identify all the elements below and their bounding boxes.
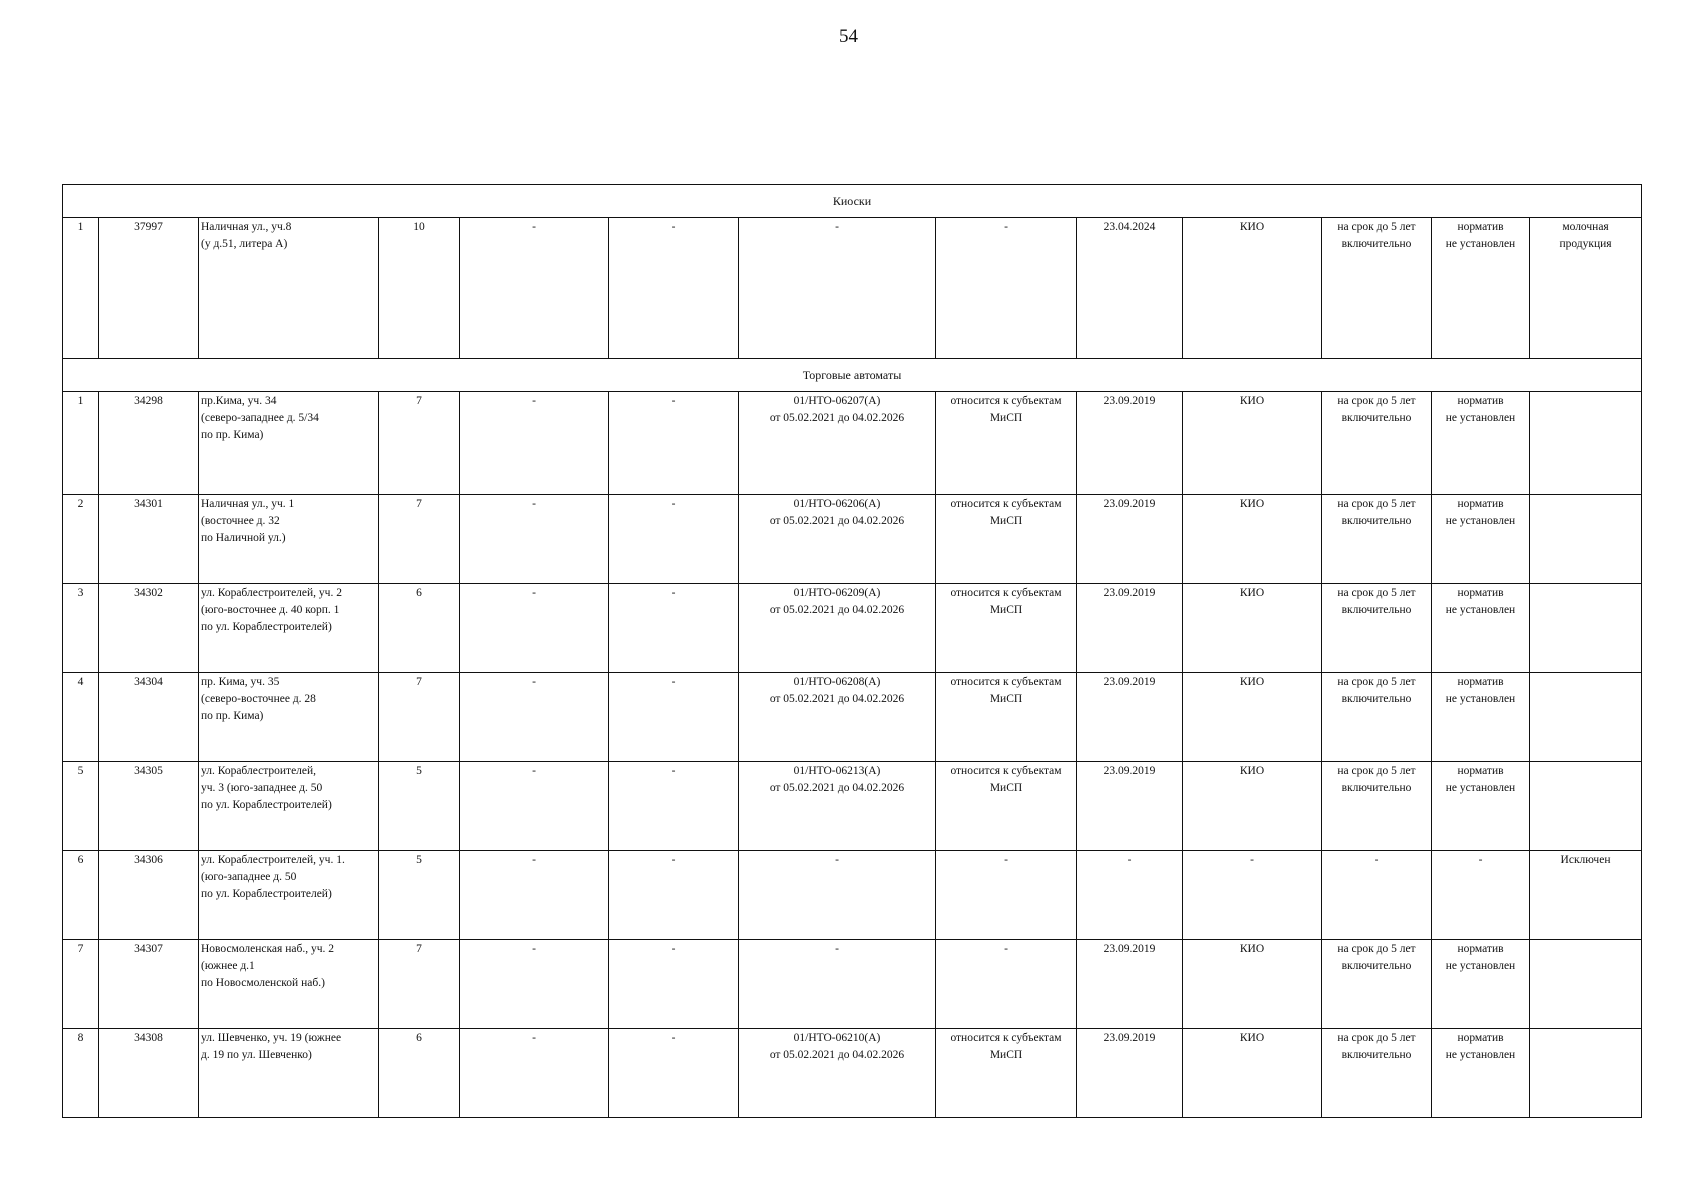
table-row	[63, 940, 1642, 1029]
note-cell: Исключен	[1530, 851, 1642, 940]
area-cell: 7	[379, 495, 460, 584]
contract-cell: -	[739, 218, 936, 359]
page-number: 54	[839, 26, 858, 47]
row-number-cell: 7	[63, 940, 99, 1029]
column-6-cell: -	[609, 584, 739, 673]
norm-cell: норматив не установлен	[1432, 673, 1530, 762]
note-cell	[1530, 584, 1642, 673]
date-cell: 23.09.2019	[1077, 1029, 1183, 1118]
norm-cell: норматив не установлен	[1432, 495, 1530, 584]
smp-status-cell: относится к субъектам МиСП	[936, 762, 1077, 851]
contract-cell: 01/НТО-06207(А) от 05.02.2021 до 04.02.2026	[739, 392, 936, 495]
note-cell	[1530, 762, 1642, 851]
column-5-cell: -	[460, 1029, 609, 1118]
object-id-cell: 34307	[99, 940, 199, 1029]
object-id-cell: 34301	[99, 495, 199, 584]
contract-cell: -	[739, 940, 936, 1029]
organization-cell: КИО	[1183, 1029, 1322, 1118]
date-cell: 23.09.2019	[1077, 762, 1183, 851]
column-5-cell: -	[460, 392, 609, 495]
table-row	[63, 392, 1642, 495]
column-5-cell: -	[460, 851, 609, 940]
table-row	[63, 495, 1642, 584]
column-6-cell: -	[609, 762, 739, 851]
address-cell: ул. Кораблестроителей, уч. 2 (юго-восточнее д. 40 корп. 1 по ул. Кораблестроителей)	[199, 584, 379, 673]
organization-cell: КИО	[1183, 584, 1322, 673]
term-cell: на срок до 5 лет включительно	[1322, 762, 1432, 851]
column-6-cell: -	[609, 1029, 739, 1118]
column-5-cell: -	[460, 495, 609, 584]
term-cell: на срок до 5 лет включительно	[1322, 495, 1432, 584]
note-cell	[1530, 673, 1642, 762]
contract-cell: 01/НТО-06210(А) от 05.02.2021 до 04.02.2026	[739, 1029, 936, 1118]
row-number-cell: 2	[63, 495, 99, 584]
note-cell	[1530, 392, 1642, 495]
section-title: Торговые автоматы	[63, 359, 1642, 392]
address-cell: пр. Кима, уч. 35 (северо-восточнее д. 28 по пр. Кима)	[199, 673, 379, 762]
section-header-row	[63, 359, 1642, 392]
smp-status-cell: относится к субъектам МиСП	[936, 1029, 1077, 1118]
column-5-cell: -	[460, 940, 609, 1029]
norm-cell: -	[1432, 851, 1530, 940]
table-row	[63, 218, 1642, 359]
contract-cell: 01/НТО-06208(А) от 05.02.2021 до 04.02.2026	[739, 673, 936, 762]
contract-cell: -	[739, 851, 936, 940]
term-cell: -	[1322, 851, 1432, 940]
table-row	[63, 762, 1642, 851]
note-cell	[1530, 495, 1642, 584]
area-cell: 7	[379, 940, 460, 1029]
address-cell: Наличная ул., уч. 1 (восточнее д. 32 по Наличной ул.)	[199, 495, 379, 584]
row-number-cell: 8	[63, 1029, 99, 1118]
organization-cell: КИО	[1183, 392, 1322, 495]
area-cell: 10	[379, 218, 460, 359]
date-cell: -	[1077, 851, 1183, 940]
note-cell: молочная продукция	[1530, 218, 1642, 359]
term-cell: на срок до 5 лет включительно	[1322, 1029, 1432, 1118]
organization-cell: КИО	[1183, 940, 1322, 1029]
address-cell: Новосмоленская наб., уч. 2 (южнее д.1 по Новосмоленской наб.)	[199, 940, 379, 1029]
row-number-cell: 3	[63, 584, 99, 673]
note-cell	[1530, 1029, 1642, 1118]
organization-cell: КИО	[1183, 673, 1322, 762]
column-5-cell: -	[460, 218, 609, 359]
smp-status-cell: относится к субъектам МиСП	[936, 673, 1077, 762]
object-id-cell: 34305	[99, 762, 199, 851]
registry-table	[62, 184, 1642, 1118]
date-cell: 23.09.2019	[1077, 673, 1183, 762]
norm-cell: норматив не установлен	[1432, 584, 1530, 673]
contract-cell: 01/НТО-06209(А) от 05.02.2021 до 04.02.2026	[739, 584, 936, 673]
address-cell: ул. Шевченко, уч. 19 (южнее д. 19 по ул. Шевченко)	[199, 1029, 379, 1118]
object-id-cell: 34298	[99, 392, 199, 495]
address-cell: Наличная ул., уч.8 (у д.51, литера А)	[199, 218, 379, 359]
smp-status-cell: -	[936, 218, 1077, 359]
address-cell: ул. Кораблестроителей, уч. 3 (юго-западнее д. 50 по ул. Кораблестроителей)	[199, 762, 379, 851]
column-6-cell: -	[609, 940, 739, 1029]
row-number-cell: 6	[63, 851, 99, 940]
contract-cell: 01/НТО-06206(А) от 05.02.2021 до 04.02.2026	[739, 495, 936, 584]
norm-cell: норматив не установлен	[1432, 218, 1530, 359]
smp-status-cell: относится к субъектам МиСП	[936, 392, 1077, 495]
object-id-cell: 34306	[99, 851, 199, 940]
column-6-cell: -	[609, 392, 739, 495]
term-cell: на срок до 5 лет включительно	[1322, 940, 1432, 1029]
object-id-cell: 34304	[99, 673, 199, 762]
table-row	[63, 851, 1642, 940]
date-cell: 23.04.2024	[1077, 218, 1183, 359]
row-number-cell: 1	[63, 392, 99, 495]
column-6-cell: -	[609, 673, 739, 762]
norm-cell: норматив не установлен	[1432, 762, 1530, 851]
column-5-cell: -	[460, 673, 609, 762]
area-cell: 6	[379, 1029, 460, 1118]
organization-cell: -	[1183, 851, 1322, 940]
smp-status-cell: -	[936, 851, 1077, 940]
organization-cell: КИО	[1183, 495, 1322, 584]
address-cell: ул. Кораблестроителей, уч. 1. (юго-западнее д. 50 по ул. Кораблестроителей)	[199, 851, 379, 940]
date-cell: 23.09.2019	[1077, 584, 1183, 673]
contract-cell: 01/НТО-06213(А) от 05.02.2021 до 04.02.2026	[739, 762, 936, 851]
norm-cell: норматив не установлен	[1432, 392, 1530, 495]
smp-status-cell: относится к субъектам МиСП	[936, 495, 1077, 584]
term-cell: на срок до 5 лет включительно	[1322, 584, 1432, 673]
norm-cell: норматив не установлен	[1432, 1029, 1530, 1118]
column-6-cell: -	[609, 218, 739, 359]
organization-cell: КИО	[1183, 762, 1322, 851]
table-row	[63, 1029, 1642, 1118]
area-cell: 5	[379, 851, 460, 940]
area-cell: 6	[379, 584, 460, 673]
section-title: Киоски	[63, 185, 1642, 218]
term-cell: на срок до 5 лет включительно	[1322, 218, 1432, 359]
column-5-cell: -	[460, 762, 609, 851]
note-cell	[1530, 940, 1642, 1029]
address-cell: пр.Кима, уч. 34 (северо-западнее д. 5/34 по пр. Кима)	[199, 392, 379, 495]
row-number-cell: 4	[63, 673, 99, 762]
table-row	[63, 673, 1642, 762]
column-6-cell: -	[609, 495, 739, 584]
area-cell: 5	[379, 762, 460, 851]
column-5-cell: -	[460, 584, 609, 673]
date-cell: 23.09.2019	[1077, 940, 1183, 1029]
section-header-row	[63, 185, 1642, 218]
table-row	[63, 584, 1642, 673]
norm-cell: норматив не установлен	[1432, 940, 1530, 1029]
column-6-cell: -	[609, 851, 739, 940]
row-number-cell: 5	[63, 762, 99, 851]
date-cell: 23.09.2019	[1077, 495, 1183, 584]
object-id-cell: 37997	[99, 218, 199, 359]
area-cell: 7	[379, 673, 460, 762]
object-id-cell: 34308	[99, 1029, 199, 1118]
term-cell: на срок до 5 лет включительно	[1322, 673, 1432, 762]
organization-cell: КИО	[1183, 218, 1322, 359]
area-cell: 7	[379, 392, 460, 495]
date-cell: 23.09.2019	[1077, 392, 1183, 495]
object-id-cell: 34302	[99, 584, 199, 673]
smp-status-cell: относится к субъектам МиСП	[936, 584, 1077, 673]
smp-status-cell: -	[936, 940, 1077, 1029]
row-number-cell: 1	[63, 218, 99, 359]
term-cell: на срок до 5 лет включительно	[1322, 392, 1432, 495]
